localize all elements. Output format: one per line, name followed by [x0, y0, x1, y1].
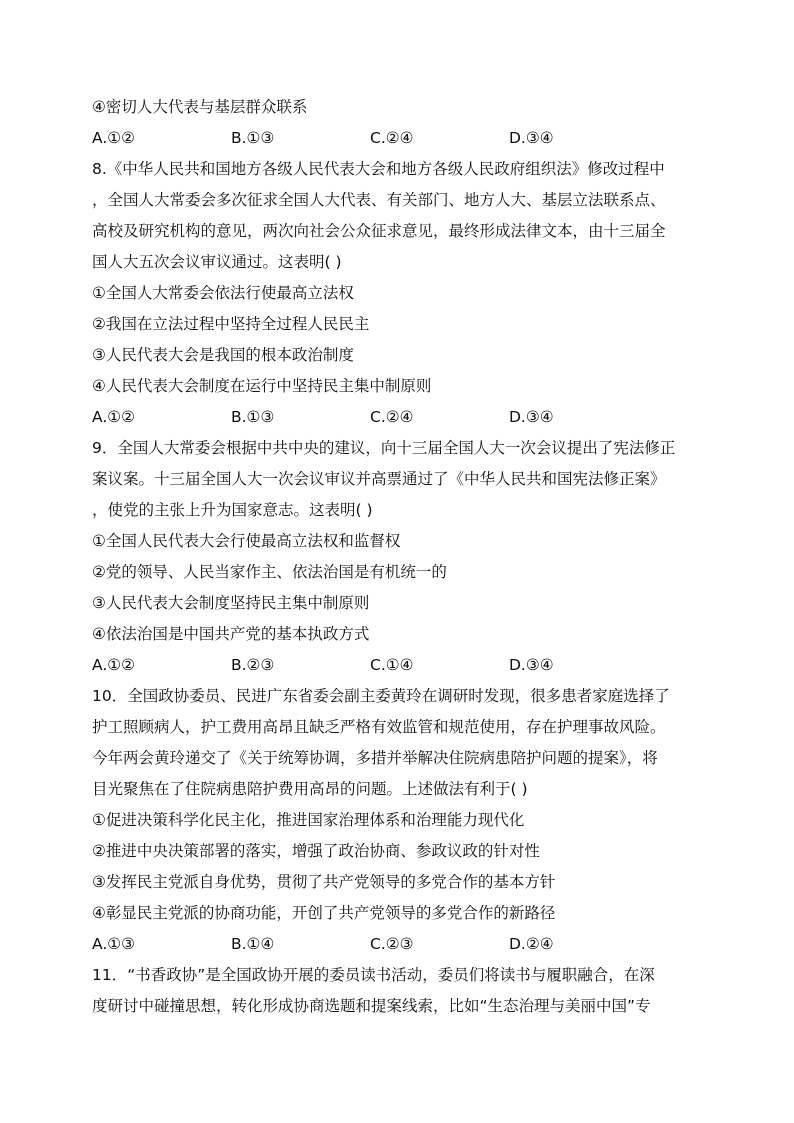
q11-stem-line: 11．“书香政协”是全国政协开展的委员读书活动，委员们将读书与履职融合，在深	[92, 966, 655, 984]
q10-option-c[interactable]: C.②③	[370, 935, 414, 953]
q8-option-a[interactable]: A.①②	[92, 408, 136, 426]
q9-option-a[interactable]: A.①②	[92, 656, 136, 674]
q10-statement-4: ④彰显民主党派的协商功能，开创了共产党领导的多党合作的新路径	[92, 904, 556, 922]
q10-stem-line: 护工照顾病人，护工费用高昂且缺乏严格有效监管和规范使用，存在护理事故风险。	[92, 718, 666, 736]
q9-option-b[interactable]: B.②③	[231, 656, 275, 674]
question-10	[92, 681, 712, 960]
q9-stem-line: ，使党的主张上升为国家意志。这表明( )	[92, 501, 373, 519]
q8-stem-line: ，全国人大常委会多次征求全国人大代表、有关部门、地方人大、基层立法联系点、	[92, 191, 666, 209]
q10-option-d[interactable]: D.②④	[509, 935, 554, 953]
q11-stem-line: 度研讨中碰撞思想，转化形成协商选题和提案线索，比如“生态治理与美丽中国”专	[92, 997, 651, 1015]
q10-statement-3: ③发挥民主党派自身优势，贯彻了共产党领导的多党合作的基本方针	[92, 873, 556, 891]
q7-option-d[interactable]: D.③④	[509, 129, 554, 147]
q10-statement-1: ①促进决策科学化民主化，推进国家治理体系和治理能力现代化	[92, 811, 525, 829]
q7-options	[92, 123, 712, 154]
q10-options	[92, 929, 712, 960]
q9-option-d[interactable]: D.③④	[509, 656, 554, 674]
q10-statement-2: ②推进中央决策部署的落实，增强了政治协商、参政议政的针对性	[92, 842, 540, 860]
q8-statement-2: ②我国在立法过程中坚持全过程人民民主	[92, 315, 370, 333]
q9-statement-4: ④依法治国是中国共产党的基本执政方式	[92, 625, 370, 643]
q9-option-c[interactable]: C.①④	[370, 656, 414, 674]
q10-option-a[interactable]: A.①③	[92, 935, 136, 953]
q10-option-b[interactable]: B.①④	[231, 935, 275, 953]
q8-stem-line: 高校及研究机构的意见，两次向社会公众征求意见，最终形成法律文本，由十三届全	[92, 222, 666, 240]
question-7-tail	[92, 92, 712, 154]
q8-stem-line: 8.《中华人民共和国地方各级人民代表大会和地方各级人民政府组织法》修改过程中	[92, 160, 665, 178]
question-11	[92, 960, 712, 1022]
q8-option-c[interactable]: C.②④	[370, 408, 414, 426]
q9-stem-line: 9．全国人大常委会根据中共中央的建议，向十三届全国人大一次会议提出了宪法修正	[92, 439, 676, 457]
question-content	[92, 92, 712, 1022]
q8-statement-3: ③人民代表大会是我国的根本政治制度	[92, 346, 354, 364]
q7-option-b[interactable]: B.①③	[231, 129, 275, 147]
q10-stem-line: 10．全国政协委员、民进广东省委会副主委黄玲在调研时发现，很多患者家庭选择了	[92, 687, 670, 705]
q8-option-d[interactable]: D.③④	[509, 408, 554, 426]
question-9	[92, 433, 712, 681]
question-8	[92, 154, 712, 433]
q8-statement-4: ④人民代表大会制度在运行中坚持民主集中制原则	[92, 377, 432, 395]
q10-stem-line: 今年两会黄玲递交了《关于统筹协调，多措并举解决住院病患陪护问题的提案》，将	[92, 749, 658, 767]
q8-stem-line: 国人大五次会议审议通过。这表明( )	[92, 253, 342, 271]
q8-options	[92, 402, 712, 433]
q9-statement-2: ②党的领导、人民当家作主、依法治国是有机统一的	[92, 563, 447, 581]
q10-stem-line: 目光聚焦在了住院病患陪护费用高昂的问题。上述做法有利于( )	[92, 780, 528, 798]
q9-stem-line: 案议案。十三届全国人大一次会议审议并高票通过了《中华人民共和国宪法修正案》	[92, 470, 666, 488]
q9-statement-3: ③人民代表大会制度坚持民主集中制原则	[92, 594, 370, 612]
q9-options	[92, 650, 712, 681]
q9-statement-1: ①全国人民代表大会行使最高立法权和监督权	[92, 532, 401, 550]
q8-option-b[interactable]: B.①③	[231, 408, 275, 426]
q8-statement-1: ①全国人大常委会依法行使最高立法权	[92, 284, 354, 302]
q7-statement-4: ④密切人大代表与基层群众联系	[92, 98, 308, 116]
q7-option-a[interactable]: A.①②	[92, 129, 136, 147]
q7-option-c[interactable]: C.②④	[370, 129, 414, 147]
